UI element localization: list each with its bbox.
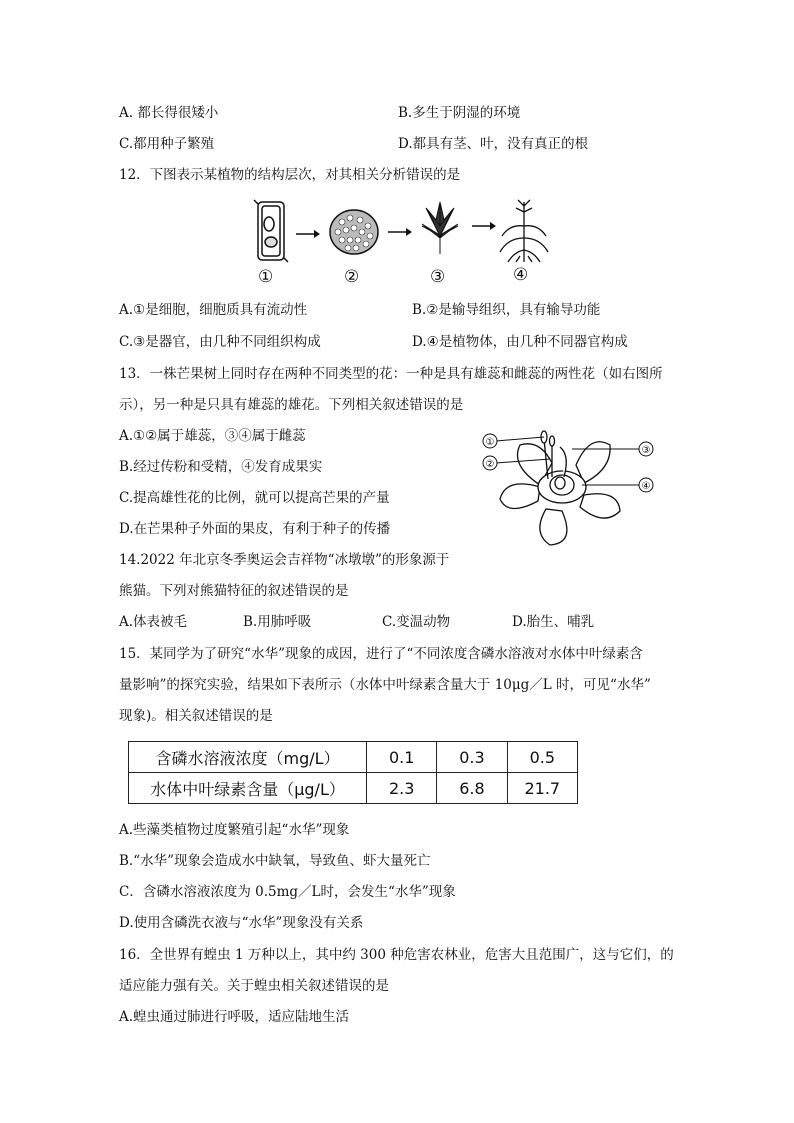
tissue-icon	[330, 210, 378, 254]
arrow-icon	[388, 228, 412, 236]
plant-structure-levels-figure	[250, 196, 560, 266]
arrow-icon	[296, 230, 320, 238]
q12-caption-2: ②	[344, 267, 360, 287]
table-row-header: 水体中叶绿素含量（μg/L）	[129, 773, 367, 804]
q11-option-d: D.都具有茎、叶，没有真正的根	[398, 136, 589, 152]
table-row-header: 含磷水溶液浓度（mg/L）	[129, 742, 367, 773]
q13-option-d: D.在芒果种子外面的果皮，有利于种子的传播	[119, 521, 391, 537]
table-cell: 2.3	[367, 773, 437, 804]
q12-option-d: D.④是植物体，由几种不同器官构成	[412, 334, 628, 350]
table-cell: 21.7	[507, 773, 577, 804]
q15-option-c: C．含磷水溶液浓度为 0.5mg／L时，会发生“水华”现象	[119, 884, 456, 900]
plant-icon	[500, 200, 548, 262]
q13-option-b: B.经过传粉和受精，④发育成果实	[119, 459, 323, 475]
table-cell: 6.8	[437, 773, 507, 804]
table-cell: 0.3	[437, 742, 507, 773]
q12-option-a: A.①是细胞，细胞质具有流动性	[119, 302, 308, 318]
arrow-icon	[472, 222, 496, 230]
q15-stem-line1: 15．某同学为了研究“水华”现象的成因，进行了“不同浓度含磷水溶液对水体中叶绿素含	[119, 646, 643, 662]
q15-option-a: A.些藻类植物过度繁殖引起“水华”现象	[119, 822, 350, 838]
q16-option-a: A.蝗虫通过肺进行呼吸，适应陆地生活	[119, 1009, 350, 1025]
q12-option-b: B.②是输导组织，具有输导功能	[412, 302, 601, 318]
q11-option-a: A. 都长得很矮小	[119, 105, 219, 121]
leaf-icon	[422, 202, 458, 254]
phosphorus-chlorophyll-table	[128, 741, 578, 804]
flower-label-4: ④	[641, 481, 651, 492]
q13-option-a: A.①②属于雄蕊，③④属于雌蕊	[119, 428, 306, 444]
q14-stem-line2: 熊猫。下列对熊猫特征的叙述错误的是	[119, 583, 349, 599]
q11-option-c: C.都用种子繁殖	[119, 136, 215, 152]
q14-option-a: A.体表被毛	[119, 614, 188, 630]
q13-option-c: C.提高雄性花的比例，就可以提高芒果的产量	[119, 490, 390, 506]
q14-option-b: B.用肺呼吸	[243, 614, 312, 630]
q12-caption-4: ④	[513, 265, 529, 285]
q15-option-b: B.“水华”现象会造成水中缺氧，导致鱼、虾大量死亡	[119, 853, 431, 869]
q16-stem-line2: 适应能力强有关。关于蝗虫相关叙述错误的是	[119, 978, 389, 994]
table-cell: 0.5	[507, 742, 577, 773]
mango-flower-figure	[480, 425, 660, 550]
cell-icon	[254, 200, 288, 262]
q14-option-d: D.胎生、哺乳	[512, 614, 595, 630]
q14-option-c: C.变温动物	[382, 614, 451, 630]
table-cell: 0.1	[367, 742, 437, 773]
q15-stem-line2: 量影响”的探究实验，结果如下表所示（水体中叶绿素含量大于 10μg／L 时，可见“水华”	[119, 677, 651, 693]
table-row	[129, 773, 578, 804]
q12-caption-3: ③	[430, 267, 446, 287]
flower-label-1: ①	[485, 437, 495, 448]
q13-stem-line2: 示），另一种是只具有雄蕊的雄花。下列相关叙述错误的是	[119, 397, 464, 413]
flower-label-2: ②	[485, 459, 495, 470]
q15-option-d: D.使用含磷洗衣液与“水华”现象没有关系	[119, 915, 364, 931]
q16-stem-line1: 16．全世界有蝗虫 1 万种以上，其中约 300 种危害农林业，危害大且范围广，这与它们，的	[119, 947, 674, 963]
q12-caption-1: ①	[258, 267, 274, 287]
flower-label-3: ③	[641, 445, 651, 456]
q12-option-c: C.③是器官，由几种不同组织构成	[119, 334, 321, 350]
q14-stem-line1: 14.2022 年北京冬季奥运会吉祥物“冰墩墩”的形象源于	[119, 552, 450, 568]
q12-stem: 12．下图表示某植物的结构层次，对其相关分析错误的是	[119, 167, 461, 183]
table-row	[129, 742, 578, 773]
q13-stem-line1: 13．一株芒果树上同时存在两种不同类型的花：一种是具有雄蕊和雌蕊的两性花（如右图所	[119, 366, 663, 382]
q15-stem-line3: 现象)。相关叙述错误的是	[119, 708, 273, 724]
q11-option-b: B.多生于阴湿的环境	[398, 105, 521, 121]
